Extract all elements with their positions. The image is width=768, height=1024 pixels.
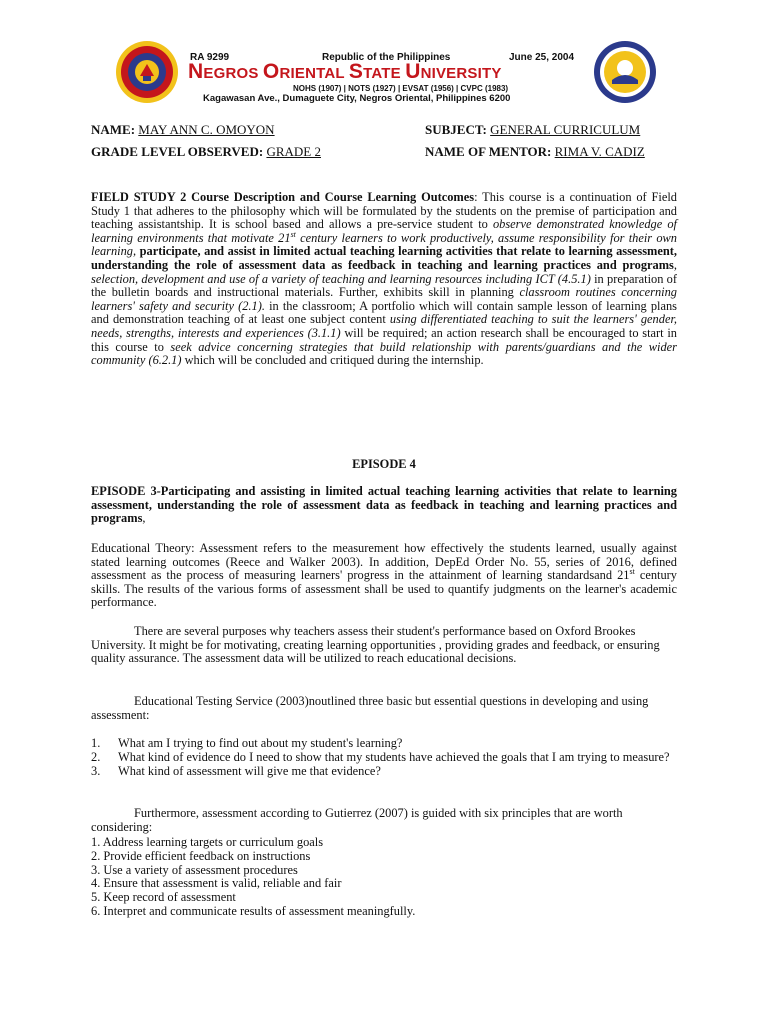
list-item: 4. Ensure that assessment is valid, reliable and fair <box>91 876 342 891</box>
list-item: 1. Address learning targets or curriculum goals <box>91 835 324 849</box>
ra-number: RA 9299 <box>190 52 230 63</box>
grade-level-value: GRADE 2 <box>266 144 321 159</box>
university-seal-icon <box>112 40 182 104</box>
course-description-paragraph: FIELD STUDY 2 Course Description and Course Learning Outcomes: This course is a continuation of Field Study 1 that adheres to the philosophy which will be formulated by the students on the premise of participation and teaching assistantship. It is school based and allows a pre-service student to observe demonstrated knowledge of learning environments that motivate 21st century learners to work productively, assume responsibility for their own learning, participate, and assist in limited actual teaching learning activities that relate to learning assessment, understanding the role of assessment data as feedback in teaching and learning practices and programs, selection, development and use of a variety of teaching and learning resources including ICT (4.5.1) in preparation of the bulletin boards and instructional materials. Further, exhibits skill in planning classroom routines concerning learners' safety and security (2.1). in the classroom; A portfolio which will contain sample lesson of learning plans and demonstration teaching of at least one subject content using differentiated teaching to suit the learners' gender, needs, strengths, interests and experiences (3.1.1) will be required; an action research shall be encouraged to start in this course to seek advice concerning strategies that build relationship with parents/guardians and the wider community (6.2.1) which will be concluded and critiqued during the internship. <box>91 190 677 368</box>
mentor-name: RIMA V. CADIZ <box>554 144 645 159</box>
episode-title: EPISODE 4 <box>352 457 416 471</box>
purposes-paragraph: There are several purposes why teachers assess their student's performance based on Oxford Brookes University. It might be for motivating, creating learning opportunities , providing grades and feedback, or ensuring quality assurance. The assessment data will be utilized to reach educational decisions. <box>91 624 660 666</box>
subject-line: SUBJECT: GENERAL CURRICULUM <box>425 122 641 137</box>
list-item: 5. Keep record of assessment <box>91 890 236 905</box>
college-of-education-seal-icon <box>588 40 662 104</box>
university-name: NEGROS ORIENTAL STATE UNIVERSITY <box>188 60 502 83</box>
university-address: Kagawasan Ave., Dumaguete City, Negros Oriental, Philippines 6200 <box>203 93 511 104</box>
list-item: 3. What kind of assessment will give me that evidence? <box>91 763 381 778</box>
mentor-line: NAME OF MENTOR: RIMA V. CADIZ <box>425 144 645 159</box>
subject-value: GENERAL CURRICULUM <box>490 122 641 137</box>
educational-theory-paragraph: Educational Theory: Assessment refers to the measurement how effectively the students learned, usually against stated learning outcomes (Reece and Walker 2003). In addition, DepEd Order No. 55, series of 2016, defined assessment as the process of measuring learners' progress in the attainment of learning standardsand 21st century skills. The results of the various forms of assessment shall be used to quantify judgments on the learner's academic performance. <box>91 541 677 610</box>
assessment-principles-list <box>91 836 677 919</box>
list-item: 3. Use a variety of assessment procedures <box>91 862 298 877</box>
republic-label: Republic of the Philippines <box>322 52 451 63</box>
charter-date: June 25, 2004 <box>509 52 575 63</box>
letterhead <box>112 40 672 104</box>
student-name-line: NAME: MAY ANN C. OMOYON <box>91 122 275 137</box>
list-item: 2. Provide efficient feedback on instructions <box>91 848 311 863</box>
essential-questions-list <box>91 737 677 778</box>
university-history: NOHS (1907) | NOTS (1927) | EVSAT (1956) | CVPC (1983) <box>293 84 509 93</box>
list-item: 1. What am I trying to find out about my student's learning? <box>91 736 403 750</box>
list-item: 2. What kind of evidence do I need to show that my students have achieved the goals that I am trying to measure? <box>91 749 670 764</box>
grade-level-line: GRADE LEVEL OBSERVED: GRADE 2 <box>91 144 321 159</box>
gutierrez-paragraph: Furthermore, assessment according to Gutierrez (2007) is guided with six principles that are worth considering: <box>91 806 623 834</box>
list-item: 6. Interpret and communicate results of assessment meaningfully. <box>91 903 416 918</box>
episode-heading: EPISODE 3-Participating and assisting in limited actual teaching learning activities that relate to learning assessment, understanding the role of assessment data as feedback in teaching and learning practices and programs, <box>91 484 677 526</box>
course-description-heading: FIELD STUDY 2 Course Description and Course Learning Outcomes <box>91 190 475 204</box>
student-name: MAY ANN C. OMOYON <box>138 122 275 137</box>
ets-paragraph: Educational Testing Service (2003)noutlined three basic but essential questions in developing and using assessment: <box>91 694 649 722</box>
